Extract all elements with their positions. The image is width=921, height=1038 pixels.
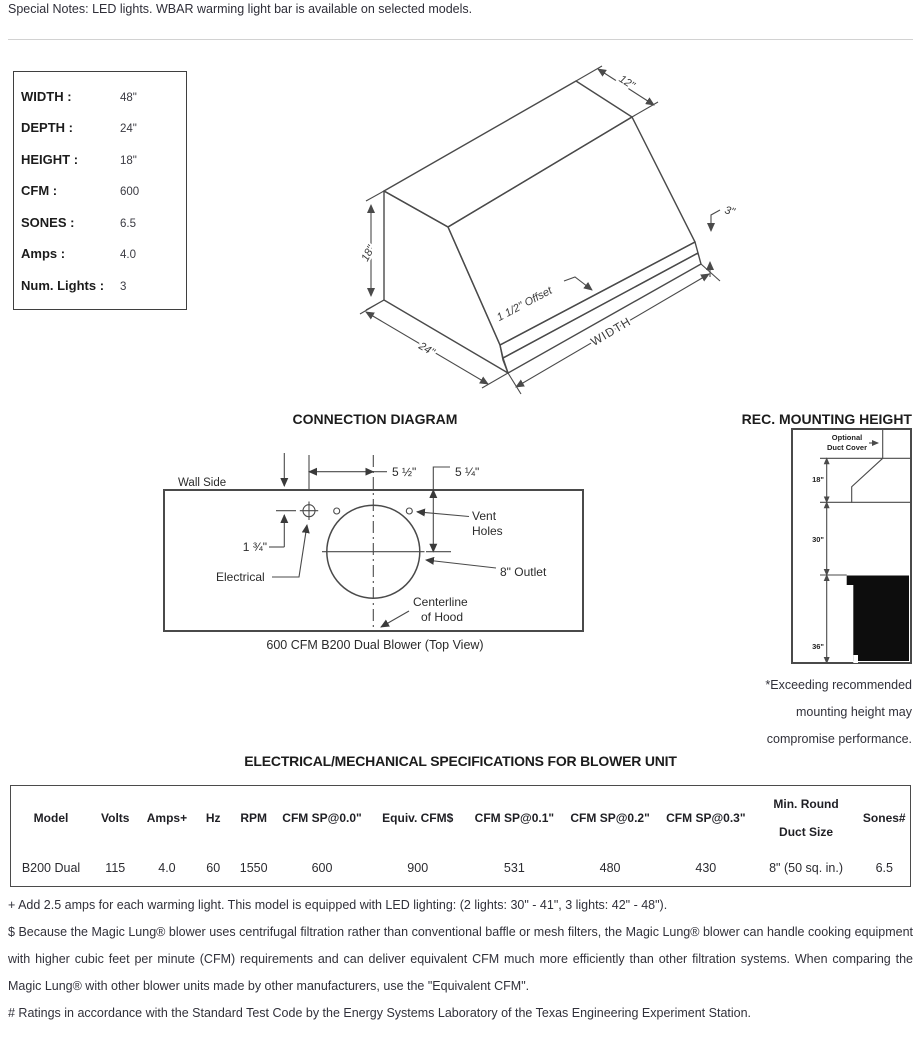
spec-value: 4.0 — [120, 249, 136, 261]
spec-value: 48" — [120, 91, 137, 104]
spec-value: 600 — [120, 186, 140, 198]
mounting-height-diagram — [790, 427, 921, 667]
vent-holes-label-line2: Holes — [472, 524, 503, 538]
column-header: CFM SP@0.0" — [282, 811, 362, 825]
offset-label: 1 1/2" Offset — [494, 284, 555, 324]
dim-12in-label: 12" — [616, 73, 637, 92]
duct-cover — [827, 429, 911, 458]
table-cell-sones: 6.5 — [875, 860, 893, 875]
footnote-dollar: $ Because the Magic Lung® blower uses centrifugal filtration rather than conventional baffle or mesh filters, the Magic Lung® blower can handle cooking equipment with higher cubic feet per minute (CFM) requirements and can deliver equivalent CFM much more efficiently than other filtration systems. When comparing the Magic Lung® with other blower units made by other manufacturers, use the "Equivalent CFM". — [8, 925, 913, 993]
height-dimension — [359, 191, 384, 310]
column-header: Hz — [205, 811, 221, 825]
dim-5-quarter-label: 5 ¼" — [455, 465, 480, 479]
dim-1-three-quarter — [243, 453, 296, 554]
table-cell-model: B200 Dual — [21, 860, 81, 875]
vent-holes-label-line1: Vent — [472, 509, 497, 523]
table-cell-cfm-3: 430 — [695, 860, 717, 875]
spec-row-height — [21, 152, 186, 167]
duct-cover-label-line2: Duct Cover — [826, 443, 868, 452]
note-line: compromise performance. — [766, 732, 912, 746]
spec-row-lights — [21, 278, 186, 293]
table-cell-cfm-2: 480 — [599, 860, 621, 875]
spec-label: CFM : — [21, 183, 58, 198]
column-header: Equiv. CFM$ — [382, 811, 454, 825]
spec-value: 3 — [120, 280, 127, 293]
divider-rule — [8, 39, 913, 40]
connection-diagram — [150, 450, 600, 660]
table-cell-cfm-0: 600 — [311, 860, 333, 875]
connection-diagram-caption: 600 CFM B200 Dual Blower (Top View) — [266, 638, 484, 652]
spec-value: 24" — [120, 123, 137, 135]
dim-3in-label: 3" — [723, 204, 737, 219]
dim-5-half — [309, 465, 416, 479]
hood-profile — [852, 458, 911, 502]
mounting-height-title: REC. MOUNTING HEIGHT — [741, 411, 912, 427]
column-header: CFM SP@0.1" — [474, 811, 555, 825]
spec-table-title: ELECTRICAL/MECHANICAL SPECIFICATIONS FOR BLOWER UNIT — [244, 753, 677, 769]
table-cell-amps: 4.0 — [158, 860, 176, 875]
electrical-label: Electrical — [216, 570, 265, 584]
spec-label: WIDTH : — [21, 88, 72, 104]
dim-clearance-30in-label: 30" — [812, 535, 824, 544]
column-header: CFM SP@0.2" — [570, 811, 650, 825]
outlet-label: 8" Outlet — [500, 565, 547, 579]
dim-hood-18in-label: 18" — [812, 475, 824, 484]
table-cell-cfm-1: 531 — [503, 860, 525, 875]
electrical-callout — [216, 525, 307, 584]
table-cell-duct-size: 8" (50 sq. in.) — [769, 860, 844, 875]
duct-cover-label-line1: Optional — [831, 433, 863, 442]
note-line: mounting height may — [795, 705, 912, 719]
centerline-callout — [381, 595, 468, 627]
spec-label: SONES : — [21, 214, 75, 230]
column-header: Model — [33, 811, 69, 825]
special-notes-text: Special Notes: LED lights. WBAR warming light bar is available on selected models. — [8, 2, 473, 16]
width-dimension — [508, 264, 720, 394]
centerline-label-line1: Centerline — [413, 595, 468, 609]
top-dimension — [576, 66, 658, 117]
spec-row-depth — [21, 120, 186, 135]
spec-value: 6.5 — [120, 217, 136, 230]
column-header: Sones# — [862, 811, 906, 825]
column-header: Amps+ — [146, 811, 188, 825]
offset-annotation — [495, 277, 592, 324]
dim-24in-label: 24" — [416, 340, 437, 359]
dim-1-three-quarter-label: 1 ¾" — [242, 540, 267, 554]
column-header: CFM SP@0.3" — [666, 811, 746, 825]
table-cell-equiv-cfm: 900 — [407, 860, 429, 875]
rail-dimension — [710, 204, 737, 277]
footnote-hash: # Ratings in accordance with the Standard Test Code by the Energy Systems Laboratory of the Texas Engineering Experiment Station. — [8, 1006, 752, 1020]
vent-hole-right — [406, 508, 412, 514]
spec-label: HEIGHT : — [21, 151, 79, 167]
dim-5-half-label: 5 ½" — [392, 465, 417, 479]
spec-row-amps — [21, 246, 186, 261]
dim-18in-label: 18" — [359, 243, 378, 264]
connection-diagram-title: CONNECTION DIAGRAM — [292, 411, 458, 427]
column-header-duct-size — [753, 790, 858, 846]
wall-side-label: Wall Side — [178, 477, 227, 489]
spec-table-data-row — [11, 850, 910, 885]
spec-label: Amps : — [21, 246, 66, 261]
electrical-knockout — [300, 502, 318, 521]
isometric-hood-drawing — [330, 55, 760, 400]
column-header: RPM — [240, 811, 268, 825]
outlet-callout — [426, 560, 547, 579]
vent-holes-callout — [417, 509, 503, 538]
spec-label: Num. Lights : — [21, 277, 105, 293]
dim-range-36in-label: 36" — [812, 642, 824, 651]
spec-row-cfm — [21, 183, 186, 198]
hood-outline — [384, 81, 701, 373]
footnotes — [8, 892, 913, 1027]
table-cell-hz: 60 — [206, 860, 221, 875]
spec-table-header-row — [11, 786, 910, 850]
spec-label: DEPTH : — [21, 120, 73, 135]
dimensions-spec-box — [13, 71, 187, 310]
table-cell-rpm: 1550 — [239, 860, 268, 875]
width-label: WIDTH — [588, 314, 634, 349]
column-header-line: Min. Round — [773, 797, 839, 811]
mounting-height-note — [652, 672, 912, 753]
column-header-line: Duct Size — [779, 825, 834, 839]
table-cell-volts: 115 — [105, 860, 126, 875]
blower-spec-table — [10, 785, 911, 887]
footnote-plus: + Add 2.5 amps for each warming light. This model is equipped with LED lighting: (2 lights: 30" - 41", 3 lights: 42" - 48"). — [8, 898, 668, 912]
spec-row-sones — [21, 215, 186, 230]
note-line: *Exceeding recommended — [765, 678, 912, 692]
column-header: Volts — [101, 811, 130, 825]
centerline-label-line2: of Hood — [421, 610, 464, 624]
range-silhouette — [847, 576, 909, 664]
vent-hole-left — [334, 508, 340, 514]
spec-row-width — [21, 89, 186, 104]
spec-value: 18" — [120, 154, 137, 167]
